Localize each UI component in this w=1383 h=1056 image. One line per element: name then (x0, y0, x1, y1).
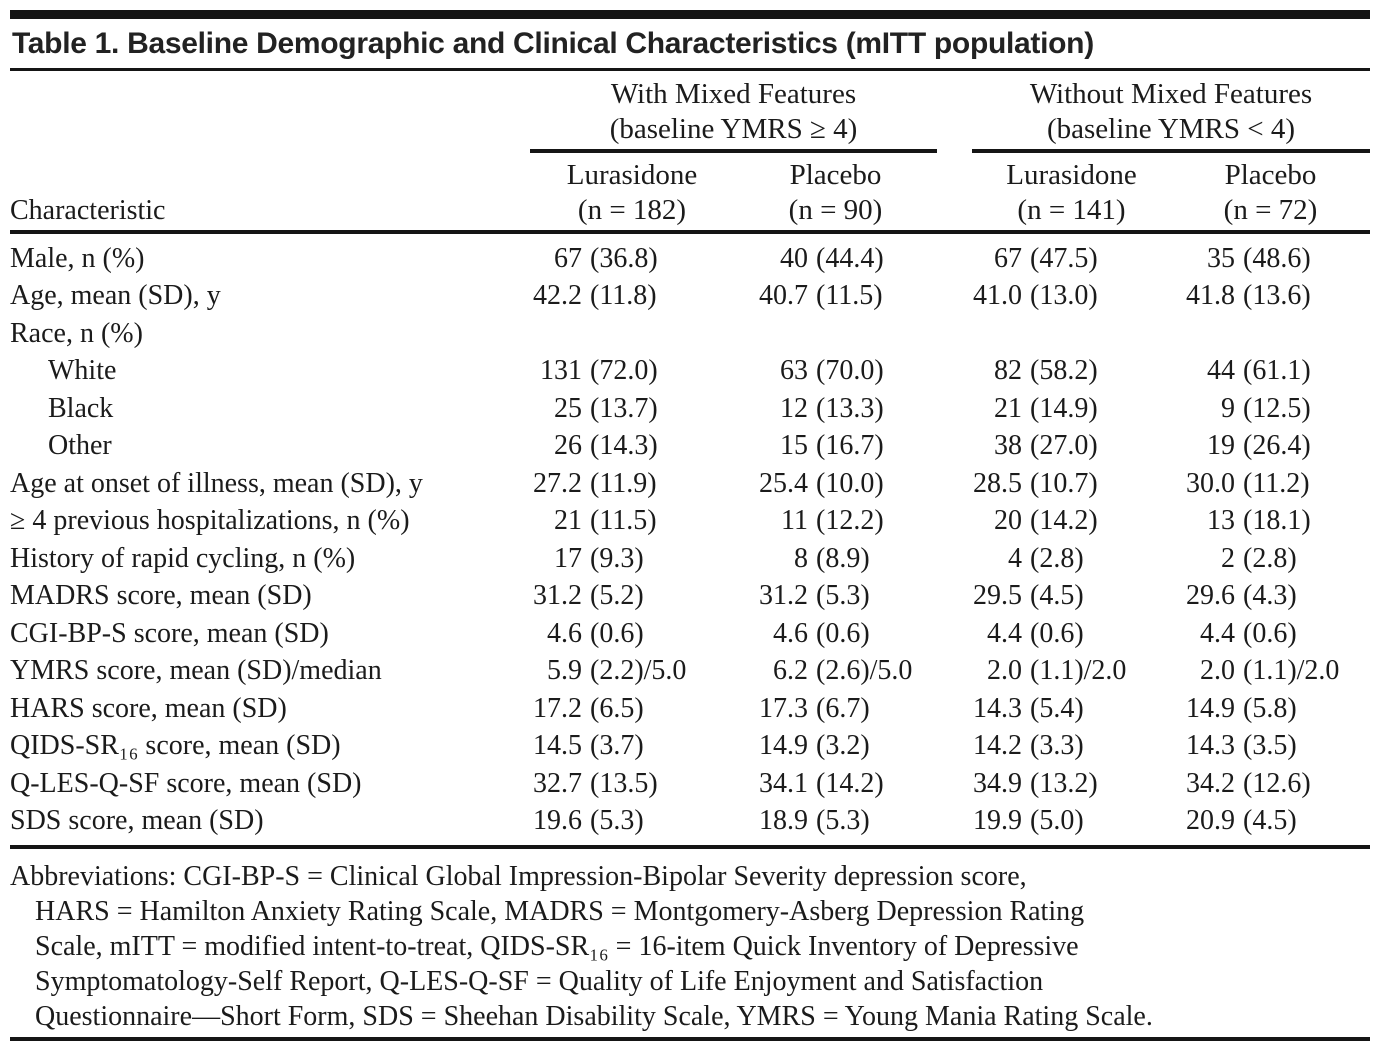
characteristic-column-header: Characteristic (10, 195, 166, 226)
value-parenthetical: (11.8) (590, 280, 657, 312)
value-number: 67 (994, 242, 1022, 274)
table-cell (972, 805, 1171, 837)
row-label: Age at onset of illness, mean (SD), y (10, 467, 423, 499)
table-cell (1171, 468, 1370, 500)
table-footnote (10, 849, 1370, 1037)
sample-size-label: (n = 141) (1017, 194, 1126, 226)
row-label: Race, n (%) (10, 317, 143, 349)
value-parenthetical: (13.6) (1243, 280, 1311, 312)
value-number: 32.7 (533, 767, 582, 799)
table-row (10, 465, 1370, 503)
value-number: 35 (1207, 242, 1235, 274)
value-number: 4 (1008, 542, 1022, 574)
value-number: 34.1 (759, 767, 808, 799)
table-cell (1171, 243, 1370, 275)
table-cell (530, 618, 734, 650)
value-parenthetical: (11.9) (590, 467, 657, 499)
row-label: YMRS score, mean (SD)/median (10, 655, 382, 687)
value-number: 17.2 (533, 692, 582, 724)
table-cell (530, 805, 734, 837)
table-row (10, 503, 1370, 541)
value-number: 30.0 (1186, 467, 1235, 499)
table-cell (530, 655, 734, 687)
table-cell (734, 393, 937, 425)
row-label: MADRS score, mean (SD) (10, 580, 312, 612)
table-title: Table 1. Baseline Demographic and Clinical Characteristics (mITT population) (10, 19, 1370, 71)
value-number: 41.8 (1186, 280, 1235, 312)
value-number: 6.2 (773, 655, 808, 687)
value-number: 11 (781, 505, 808, 537)
table-cell (1171, 730, 1370, 762)
value-parenthetical: (58.2) (1030, 355, 1098, 387)
table-cell (1171, 430, 1370, 462)
table-row (10, 353, 1370, 391)
table-cell (530, 243, 734, 275)
table-cell (530, 543, 734, 575)
footnote-line: Symptomatology-Self Report, Q-LES-Q-SF = Quality of Life Enjoyment and Satisfaction (35, 966, 1044, 997)
value-parenthetical: (8.9) (816, 542, 870, 574)
column-group-spacer (10, 77, 530, 153)
table-cell (1171, 355, 1370, 387)
value-parenthetical: (3.2) (816, 730, 870, 762)
value-parenthetical: (2.8) (1243, 542, 1297, 574)
column-header-row (10, 153, 1370, 234)
table-cell (1171, 280, 1370, 312)
value-number: 34.2 (1186, 767, 1235, 799)
table-cell (734, 355, 937, 387)
value-parenthetical: (11.2) (1243, 467, 1310, 499)
value-parenthetical: (5.3) (590, 805, 644, 837)
column-header-lurasidone-mixed (530, 158, 734, 230)
table-cell (972, 580, 1171, 612)
value-parenthetical: (5.4) (1030, 692, 1084, 724)
table-cell (530, 505, 734, 537)
value-parenthetical: (2.6)/5.0 (816, 655, 913, 687)
column-header-placebo-mixed (734, 158, 937, 230)
value-parenthetical: (44.4) (816, 242, 884, 274)
value-parenthetical: (16.7) (816, 430, 884, 462)
value-parenthetical: (13.0) (1030, 280, 1098, 312)
sample-size-label: (n = 72) (1223, 194, 1318, 226)
column-gap (937, 77, 972, 153)
column-group-sublabel: (baseline YMRS < 4) (1046, 113, 1296, 145)
value-number: 17.3 (759, 692, 808, 724)
value-parenthetical: (9.3) (590, 542, 644, 574)
value-number: 18.9 (759, 805, 808, 837)
column-group-label: With Mixed Features (610, 78, 857, 110)
value-parenthetical: (3.5) (1243, 730, 1297, 762)
row-label: Other (48, 430, 112, 462)
value-parenthetical: (13.5) (590, 767, 658, 799)
value-parenthetical: (0.6) (1243, 617, 1297, 649)
treatment-label: Placebo (1224, 159, 1317, 191)
table-cell (734, 655, 937, 687)
value-parenthetical: (3.3) (1030, 730, 1084, 762)
value-number: 14.5 (533, 730, 582, 762)
value-number: 131 (540, 355, 582, 387)
value-number: 67 (554, 242, 582, 274)
value-number: 2.0 (1200, 655, 1235, 687)
value-parenthetical: (14.2) (1030, 505, 1098, 537)
table-cell (972, 618, 1171, 650)
value-parenthetical: (0.6) (1030, 617, 1084, 649)
table-cell (972, 655, 1171, 687)
table-row (10, 690, 1370, 728)
value-number: 19 (1207, 430, 1235, 462)
table-cell (734, 430, 937, 462)
value-number: 4.6 (773, 617, 808, 649)
treatment-label: Lurasidone (566, 159, 698, 191)
treatment-label: Lurasidone (1006, 159, 1137, 191)
value-number: 14.9 (759, 730, 808, 762)
table-cell (734, 580, 937, 612)
value-parenthetical: (4.5) (1243, 805, 1297, 837)
column-group-without-mixed-features (972, 77, 1370, 153)
row-label: Age, mean (SD), y (10, 280, 221, 312)
table-cell (530, 280, 734, 312)
table-cell (1171, 543, 1370, 575)
value-parenthetical: (70.0) (816, 355, 884, 387)
table-cell (734, 280, 937, 312)
value-number: 19.9 (973, 805, 1022, 837)
table-cell (530, 693, 734, 725)
value-parenthetical: (0.6) (816, 617, 870, 649)
table-cell (530, 768, 734, 800)
table-cell (1171, 693, 1370, 725)
table-cell (972, 468, 1171, 500)
value-parenthetical: (13.7) (590, 392, 658, 424)
value-parenthetical: (12.6) (1243, 767, 1311, 799)
value-parenthetical: (14.3) (590, 430, 658, 462)
value-parenthetical: (2.2)/5.0 (590, 655, 687, 687)
table-cell (972, 243, 1171, 275)
value-parenthetical: (27.0) (1030, 430, 1098, 462)
value-number: 19.6 (533, 805, 582, 837)
value-parenthetical: (6.5) (590, 692, 644, 724)
value-number: 29.5 (973, 580, 1022, 612)
table-top-rule (10, 10, 1370, 19)
value-number: 63 (780, 355, 808, 387)
value-number: 29.6 (1186, 580, 1235, 612)
value-number: 25 (554, 392, 582, 424)
value-number: 82 (994, 355, 1022, 387)
value-number: 2.0 (987, 655, 1022, 687)
value-parenthetical: (47.5) (1030, 242, 1098, 274)
value-number: 14.3 (973, 692, 1022, 724)
table-row (10, 615, 1370, 653)
table-cell (734, 618, 937, 650)
value-parenthetical: (4.5) (1030, 580, 1084, 612)
table-body (10, 234, 1370, 849)
value-parenthetical: (11.5) (816, 280, 883, 312)
table-row (10, 728, 1370, 766)
value-number: 17 (554, 542, 582, 574)
table-cell (530, 580, 734, 612)
value-parenthetical: (48.6) (1243, 242, 1311, 274)
value-number: 31.2 (759, 580, 808, 612)
value-number: 28.5 (973, 467, 1022, 499)
footnote-line: Scale, mITT = modified intent-to-treat, QIDS-SR₁₆ = 16-item Quick Inventory of Depressive (35, 931, 1079, 962)
value-parenthetical: (6.7) (816, 692, 870, 724)
table-cell (734, 505, 937, 537)
value-parenthetical: (13.3) (816, 392, 884, 424)
row-label: History of rapid cycling, n (%) (10, 542, 356, 574)
row-label: QIDS-SR₁₆ score, mean (SD) (10, 730, 341, 762)
value-parenthetical: (18.1) (1243, 505, 1311, 537)
value-parenthetical: (0.6) (590, 617, 644, 649)
value-number: 5.9 (547, 655, 582, 687)
table-figure (10, 10, 1370, 1041)
table-cell (972, 693, 1171, 725)
row-label: CGI-BP-S score, mean (SD) (10, 617, 329, 649)
row-label: SDS score, mean (SD) (10, 805, 264, 837)
value-number: 44 (1207, 355, 1235, 387)
value-number: 21 (554, 505, 582, 537)
table-cell (734, 693, 937, 725)
table-cell (972, 730, 1171, 762)
table-row (10, 315, 1370, 353)
table-row (10, 278, 1370, 316)
table-row (10, 653, 1370, 691)
table-cell (972, 768, 1171, 800)
table-row (10, 765, 1370, 803)
value-parenthetical: (5.2) (590, 580, 644, 612)
treatment-label: Placebo (789, 159, 882, 191)
value-parenthetical: (1.1)/2.0 (1030, 655, 1127, 687)
value-number: 42.2 (533, 280, 582, 312)
table-cell (972, 280, 1171, 312)
table-cell (734, 468, 937, 500)
value-number: 14.2 (973, 730, 1022, 762)
value-parenthetical: (61.1) (1243, 355, 1311, 387)
table-row (10, 540, 1370, 578)
table-cell (1171, 393, 1370, 425)
table-cell (734, 730, 937, 762)
value-parenthetical: (5.8) (1243, 692, 1297, 724)
table-cell (1171, 655, 1370, 687)
column-group-label: Without Mixed Features (1029, 78, 1313, 110)
table-cell (1171, 580, 1370, 612)
value-parenthetical: (14.2) (816, 767, 884, 799)
value-parenthetical: (4.3) (1243, 580, 1297, 612)
column-gap (937, 158, 972, 230)
table-row (10, 390, 1370, 428)
value-parenthetical: (3.7) (590, 730, 644, 762)
row-label: Black (48, 392, 114, 424)
value-parenthetical: (10.7) (1030, 467, 1098, 499)
value-number: 20.9 (1186, 805, 1235, 837)
value-number: 2 (1221, 542, 1235, 574)
value-parenthetical: (10.0) (816, 467, 884, 499)
row-label: White (48, 355, 117, 387)
value-number: 9 (1221, 392, 1235, 424)
column-group-with-mixed-features (530, 77, 937, 153)
value-number: 4.4 (987, 617, 1022, 649)
value-parenthetical: (14.9) (1030, 392, 1098, 424)
value-number: 14.3 (1186, 730, 1235, 762)
footnote-line: Questionnaire—Short Form, SDS = Sheehan Disability Scale, YMRS = Young Mania Rating Scale. (35, 1001, 1153, 1032)
value-number: 14.9 (1186, 692, 1235, 724)
value-number: 20 (994, 505, 1022, 537)
table-cell (972, 393, 1171, 425)
value-number: 38 (994, 430, 1022, 462)
table-cell (734, 543, 937, 575)
value-number: 26 (554, 430, 582, 462)
row-label: Q-LES-Q-SF score, mean (SD) (10, 767, 362, 799)
table-cell (530, 355, 734, 387)
value-number: 40.7 (759, 280, 808, 312)
value-number: 15 (780, 430, 808, 462)
table-cell (530, 393, 734, 425)
table-cell (734, 768, 937, 800)
row-label: HARS score, mean (SD) (10, 692, 287, 724)
value-parenthetical: (5.0) (1030, 805, 1084, 837)
column-group-header-row (10, 71, 1370, 153)
table-cell (530, 468, 734, 500)
value-number: 31.2 (533, 580, 582, 612)
value-parenthetical: (72.0) (590, 355, 658, 387)
column-header-lurasidone-nonmixed (972, 158, 1171, 230)
footnote-line: Abbreviations: CGI-BP-S = Clinical Global Impression-Bipolar Severity depression score, (10, 861, 1027, 892)
table-cell (972, 355, 1171, 387)
value-number: 4.6 (547, 617, 582, 649)
value-parenthetical: (26.4) (1243, 430, 1311, 462)
value-number: 13 (1207, 505, 1235, 537)
footnote-line: HARS = Hamilton Anxiety Rating Scale, MADRS = Montgomery-Asberg Depression Rating (35, 896, 1085, 927)
value-number: 21 (994, 392, 1022, 424)
table-row (10, 240, 1370, 278)
table-row (10, 578, 1370, 616)
value-parenthetical: (36.8) (590, 242, 658, 274)
value-number: 34.9 (973, 767, 1022, 799)
table-cell (972, 430, 1171, 462)
value-number: 27.2 (533, 467, 582, 499)
value-parenthetical: (5.3) (816, 805, 870, 837)
table-cell (972, 543, 1171, 575)
value-number: 40 (780, 242, 808, 274)
sample-size-label: (n = 90) (788, 194, 883, 226)
table-cell (530, 730, 734, 762)
value-number: 12 (780, 392, 808, 424)
value-parenthetical: (2.8) (1030, 542, 1084, 574)
value-number: 25.4 (759, 467, 808, 499)
row-label: Male, n (%) (10, 242, 145, 274)
table-cell (734, 243, 937, 275)
value-parenthetical: (12.5) (1243, 392, 1311, 424)
table-cell (972, 505, 1171, 537)
table-cell (1171, 618, 1370, 650)
value-parenthetical: (11.5) (590, 505, 657, 537)
table-row (10, 428, 1370, 466)
value-parenthetical: (12.2) (816, 505, 884, 537)
value-number: 41.0 (973, 280, 1022, 312)
table-cell (1171, 805, 1370, 837)
value-parenthetical: (13.2) (1030, 767, 1098, 799)
value-number: 4.4 (1200, 617, 1235, 649)
value-number: 8 (794, 542, 808, 574)
row-label: ≥ 4 previous hospitalizations, n (%) (10, 505, 410, 537)
value-parenthetical: (1.1)/2.0 (1243, 655, 1340, 687)
column-header-placebo-nonmixed (1171, 158, 1370, 230)
table-bottom-rule (10, 1037, 1370, 1041)
table-cell (1171, 768, 1370, 800)
table-cell (734, 805, 937, 837)
table-cell (530, 430, 734, 462)
sample-size-label: (n = 182) (577, 194, 687, 226)
value-parenthetical: (5.3) (816, 580, 870, 612)
table-row (10, 803, 1370, 841)
table-cell (1171, 505, 1370, 537)
column-group-sublabel: (baseline YMRS ≥ 4) (609, 113, 858, 145)
